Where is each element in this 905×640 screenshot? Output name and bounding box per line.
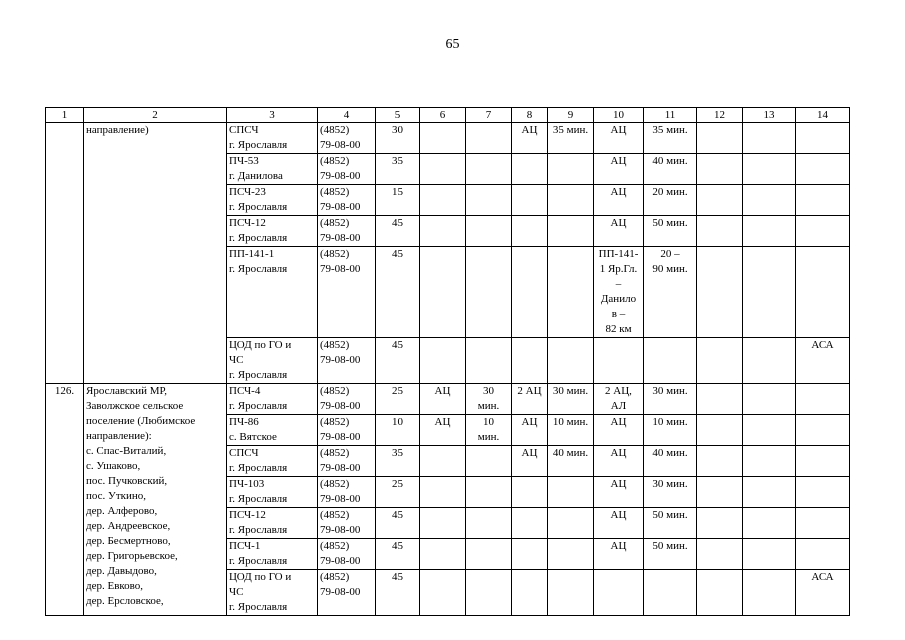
cell-col-10: АЦ <box>594 477 644 508</box>
cell-col-10: АЦ <box>594 123 644 154</box>
cell-col-5: 15 <box>376 185 420 216</box>
cell-col-13 <box>743 123 796 154</box>
cell-col-4: (4852) 79-08-00 <box>318 216 376 247</box>
section2-settlement-cell: Ярославский МР, Заволжское сельское поселение (Любимское направление): с. Спас-Виталий, с. Ушаково, пос. Пучковский, пос. Уткино, дер. Алферово, дер. Андреевское, дер. Бесмертново, дер. Григорьевское, дер. Давыдово, дер. Евково, дер. Ерсловское, <box>84 384 227 616</box>
cell-col-4: (4852) 79-08-00 <box>318 247 376 338</box>
document-table <box>45 107 850 616</box>
cell-col-4: (4852) 79-08-00 <box>318 477 376 508</box>
cell-col-8: АЦ <box>512 123 548 154</box>
cell-col-3: ПП-141-1 г. Ярославля <box>227 247 318 338</box>
header-cell-8: 8 <box>512 108 548 123</box>
cell-col-4: (4852) 79-08-00 <box>318 446 376 477</box>
cell-col-5: 10 <box>376 415 420 446</box>
cell-col-7 <box>466 216 512 247</box>
cell-col-7 <box>466 338 512 384</box>
cell-col-4: (4852) 79-08-00 <box>318 508 376 539</box>
cell-col-9 <box>548 477 594 508</box>
cell-col-10 <box>594 338 644 384</box>
cell-col-9 <box>548 216 594 247</box>
cell-col-6 <box>420 477 466 508</box>
cell-col-11 <box>644 570 697 616</box>
cell-col-12 <box>697 570 743 616</box>
cell-col-7 <box>466 154 512 185</box>
cell-col-13 <box>743 247 796 338</box>
table-row <box>46 384 850 415</box>
cell-col-12 <box>697 247 743 338</box>
section1-settlement-cell: направление) <box>84 123 227 384</box>
cell-col-9 <box>548 539 594 570</box>
cell-col-10: ПП-141- 1 Яр.Гл. – Данило в – 82 км <box>594 247 644 338</box>
cell-col-3: ПЧ-86 с. Вятское <box>227 415 318 446</box>
cell-col-12 <box>697 539 743 570</box>
header-cell-13: 13 <box>743 108 796 123</box>
cell-col-11: 50 мин. <box>644 508 697 539</box>
cell-col-3: ПСЧ-12 г. Ярославля <box>227 216 318 247</box>
cell-col-10: 2 АЦ, АЛ <box>594 384 644 415</box>
cell-col-11: 50 мин. <box>644 539 697 570</box>
cell-col-14: АСА <box>796 338 850 384</box>
cell-col-13 <box>743 477 796 508</box>
header-row <box>46 108 850 123</box>
cell-col-3: ЦОД по ГО и ЧС г. Ярославля <box>227 570 318 616</box>
cell-col-13 <box>743 539 796 570</box>
cell-col-7 <box>466 539 512 570</box>
cell-col-7 <box>466 508 512 539</box>
cell-col-6: АЦ <box>420 415 466 446</box>
cell-col-3: СПСЧ г. Ярославля <box>227 123 318 154</box>
cell-col-14 <box>796 508 850 539</box>
cell-col-8 <box>512 247 548 338</box>
cell-col-7 <box>466 477 512 508</box>
cell-col-3: СПСЧ г. Ярославля <box>227 446 318 477</box>
cell-col-11: 30 мин. <box>644 384 697 415</box>
cell-col-12 <box>697 477 743 508</box>
cell-col-6 <box>420 508 466 539</box>
cell-col-12 <box>697 185 743 216</box>
cell-col-13 <box>743 570 796 616</box>
page-number: 65 <box>445 37 460 52</box>
cell-col-3: ПЧ-103 г. Ярославля <box>227 477 318 508</box>
cell-col-13 <box>743 154 796 185</box>
cell-col-12 <box>697 415 743 446</box>
cell-col-6 <box>420 154 466 185</box>
cell-col-10: АЦ <box>594 508 644 539</box>
header-cell-11: 11 <box>644 108 697 123</box>
cell-col-12 <box>697 216 743 247</box>
cell-col-10: АЦ <box>594 154 644 185</box>
cell-col-13 <box>743 216 796 247</box>
cell-col-14 <box>796 247 850 338</box>
cell-col-11: 40 мин. <box>644 446 697 477</box>
cell-col-5: 35 <box>376 446 420 477</box>
cell-col-7: 30 мин. <box>466 384 512 415</box>
cell-col-10: АЦ <box>594 185 644 216</box>
header-cell-10: 10 <box>594 108 644 123</box>
cell-col-14 <box>796 216 850 247</box>
cell-col-3: ПЧ-53 г. Данилова <box>227 154 318 185</box>
cell-col-9: 10 мин. <box>548 415 594 446</box>
cell-col-11: 20 мин. <box>644 185 697 216</box>
cell-col-4: (4852) 79-08-00 <box>318 384 376 415</box>
cell-col-7 <box>466 247 512 338</box>
cell-col-4: (4852) 79-08-00 <box>318 570 376 616</box>
cell-col-13 <box>743 384 796 415</box>
cell-col-5: 45 <box>376 338 420 384</box>
cell-col-4: (4852) 79-08-00 <box>318 415 376 446</box>
cell-col-8: 2 АЦ <box>512 384 548 415</box>
cell-col-12 <box>697 446 743 477</box>
cell-col-8 <box>512 338 548 384</box>
cell-col-5: 45 <box>376 216 420 247</box>
cell-col-6 <box>420 539 466 570</box>
cell-col-3: ПСЧ-23 г. Ярославля <box>227 185 318 216</box>
cell-col-8 <box>512 185 548 216</box>
cell-col-3: ЦОД по ГО и ЧС г. Ярославля <box>227 338 318 384</box>
cell-col-12 <box>697 123 743 154</box>
cell-col-14 <box>796 185 850 216</box>
cell-col-8 <box>512 570 548 616</box>
cell-col-8: АЦ <box>512 415 548 446</box>
cell-col-13 <box>743 508 796 539</box>
cell-col-12 <box>697 384 743 415</box>
cell-col-6 <box>420 338 466 384</box>
cell-col-9 <box>548 570 594 616</box>
cell-col-7 <box>466 570 512 616</box>
cell-col-8 <box>512 154 548 185</box>
cell-col-7: 10 мин. <box>466 415 512 446</box>
cell-col-11: 20 – 90 мин. <box>644 247 697 338</box>
cell-col-6 <box>420 570 466 616</box>
cell-col-14 <box>796 477 850 508</box>
header-cell-2: 2 <box>84 108 227 123</box>
cell-col-11: 35 мин. <box>644 123 697 154</box>
cell-col-7 <box>466 446 512 477</box>
cell-col-6 <box>420 247 466 338</box>
cell-col-9 <box>548 154 594 185</box>
cell-col-6: АЦ <box>420 384 466 415</box>
cell-col-9 <box>548 247 594 338</box>
cell-col-3: ПСЧ-12 г. Ярославля <box>227 508 318 539</box>
cell-col-14 <box>796 446 850 477</box>
cell-col-8 <box>512 477 548 508</box>
cell-col-5: 45 <box>376 247 420 338</box>
cell-col-6 <box>420 123 466 154</box>
cell-col-13 <box>743 185 796 216</box>
cell-col-5: 30 <box>376 123 420 154</box>
cell-col-14: АСА <box>796 570 850 616</box>
cell-col-5: 35 <box>376 154 420 185</box>
cell-col-6 <box>420 446 466 477</box>
cell-col-7 <box>466 123 512 154</box>
cell-col-5: 45 <box>376 570 420 616</box>
cell-col-12 <box>697 508 743 539</box>
cell-col-7 <box>466 185 512 216</box>
cell-col-10: АЦ <box>594 216 644 247</box>
cell-col-12 <box>697 154 743 185</box>
cell-col-6 <box>420 216 466 247</box>
cell-col-5: 45 <box>376 539 420 570</box>
cell-col-6 <box>420 185 466 216</box>
cell-col-8: АЦ <box>512 446 548 477</box>
cell-col-8 <box>512 539 548 570</box>
header-cell-7: 7 <box>466 108 512 123</box>
cell-col-5: 25 <box>376 477 420 508</box>
section2-number-cell: 126. <box>46 384 84 616</box>
header-cell-1: 1 <box>46 108 84 123</box>
cell-col-11: 40 мин. <box>644 154 697 185</box>
cell-col-5: 45 <box>376 508 420 539</box>
header-cell-3: 3 <box>227 108 318 123</box>
header-cell-6: 6 <box>420 108 466 123</box>
table-row <box>46 123 850 154</box>
cell-col-10 <box>594 570 644 616</box>
cell-col-3: ПСЧ-4 г. Ярославля <box>227 384 318 415</box>
cell-col-13 <box>743 415 796 446</box>
cell-col-4: (4852) 79-08-00 <box>318 123 376 154</box>
header-cell-12: 12 <box>697 108 743 123</box>
cell-col-10: АЦ <box>594 446 644 477</box>
cell-col-4: (4852) 79-08-00 <box>318 154 376 185</box>
header-cell-9: 9 <box>548 108 594 123</box>
cell-col-5: 25 <box>376 384 420 415</box>
cell-col-12 <box>697 338 743 384</box>
cell-col-10: АЦ <box>594 415 644 446</box>
cell-col-9: 30 мин. <box>548 384 594 415</box>
header-cell-4: 4 <box>318 108 376 123</box>
cell-col-8 <box>512 508 548 539</box>
cell-col-10: АЦ <box>594 539 644 570</box>
cell-col-11: 10 мин. <box>644 415 697 446</box>
cell-col-11: 30 мин. <box>644 477 697 508</box>
cell-col-11: 50 мин. <box>644 216 697 247</box>
cell-col-14 <box>796 415 850 446</box>
cell-col-13 <box>743 338 796 384</box>
cell-col-4: (4852) 79-08-00 <box>318 539 376 570</box>
cell-col-8 <box>512 216 548 247</box>
cell-col-4: (4852) 79-08-00 <box>318 185 376 216</box>
header-cell-14: 14 <box>796 108 850 123</box>
section1-number-cell <box>46 123 84 384</box>
cell-col-11 <box>644 338 697 384</box>
cell-col-9 <box>548 338 594 384</box>
cell-col-3: ПСЧ-1 г. Ярославля <box>227 539 318 570</box>
cell-col-14 <box>796 123 850 154</box>
cell-col-9 <box>548 508 594 539</box>
cell-col-14 <box>796 539 850 570</box>
cell-col-14 <box>796 384 850 415</box>
cell-col-4: (4852) 79-08-00 <box>318 338 376 384</box>
cell-col-9: 40 мин. <box>548 446 594 477</box>
cell-col-9 <box>548 185 594 216</box>
header-cell-5: 5 <box>376 108 420 123</box>
cell-col-14 <box>796 154 850 185</box>
cell-col-13 <box>743 446 796 477</box>
cell-col-9: 35 мин. <box>548 123 594 154</box>
